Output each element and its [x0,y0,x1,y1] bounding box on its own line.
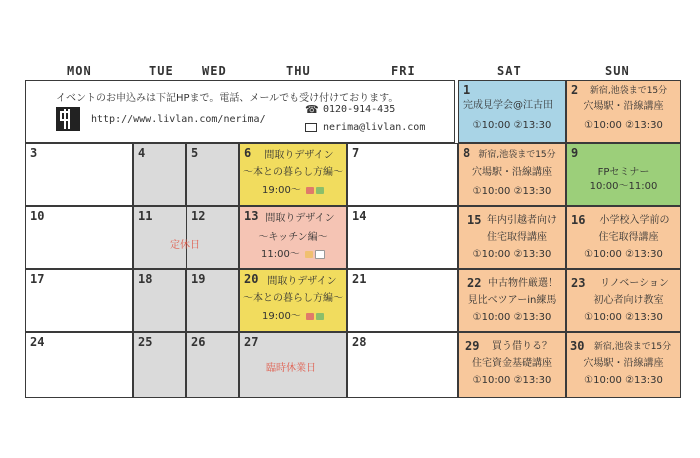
event-subtitle: 見比べツアーin練馬 [467,295,557,306]
day-cell-10[interactable] [25,206,133,269]
day-number: 21 [352,272,367,286]
event-time: ①10:00 ②13:30 [472,186,552,197]
book-icon [306,187,314,194]
event-time: ①10:00 ②13:30 [472,375,552,386]
day-number: 26 [191,335,206,349]
day-cell-30[interactable] [566,332,681,398]
day-number: 24 [30,335,45,349]
day-cell-15[interactable] [458,206,566,269]
day-number: 4 [138,146,146,160]
day-number: 19 [191,272,206,286]
event-time: ①10:00 ②13:30 [584,249,663,260]
event-subtitle: 新宿,池袋まで15分 [478,150,556,160]
event-subtitle: 新宿,池袋まで15分 [593,342,672,352]
day-cell-6[interactable] [239,143,347,206]
day-number: 27 [244,335,259,349]
day-cell-14[interactable] [347,206,458,269]
day-cell-29[interactable] [458,332,566,398]
website-link[interactable]: http://www.livlan.com/nerima/ [91,114,266,125]
header-wed: WED [202,64,227,78]
event-title: 間取りデザイン [267,276,337,287]
day-cell-26[interactable] [186,332,239,398]
day-cell-7[interactable] [347,143,458,206]
day-number: 25 [138,335,153,349]
event-title: FPセミナー [597,167,650,178]
event-subtitle: ～本との暮らし方編～ [243,293,343,304]
day-cell-19[interactable] [186,269,239,332]
temporary-closure-label: 臨時休業日 [266,363,316,374]
day-number: 11 [138,209,153,223]
day-number: 1 [463,83,471,97]
day-number: 3 [30,146,38,160]
header-mon: MON [67,64,92,78]
day-cell-23[interactable] [566,269,681,332]
header-fri: FRI [391,64,416,78]
header-sat: SAT [497,64,522,78]
event-time-text: 19:00～ [261,185,301,196]
day-cell-2[interactable] [566,80,681,143]
notice-text: イベントのお申込みは下記HPまで。電話、メールでも受け付けております。 [56,93,399,104]
event-time: ①10:00 ②13:30 [584,375,663,386]
event-subtitle: 初心者向け教室 [593,295,664,306]
event-title: 買う借りる？ [492,341,552,352]
event-time [240,310,346,323]
day-number: 15 [467,213,482,227]
day-cell-18[interactable] [133,269,186,332]
day-number: 5 [191,146,199,160]
day-number: 22 [467,276,482,290]
day-number: 23 [571,276,586,290]
event-title: 完成見学会@江古田 [463,100,553,111]
event-subtitle: ～本との暮らし方編～ [243,167,343,178]
book-icon [316,187,324,194]
day-number: 16 [571,213,586,227]
day-number: 18 [138,272,153,286]
event-time-text: 11:00～ [260,249,300,260]
day-cell-9[interactable] [566,143,681,206]
event-time-text: 19:00～ [261,311,301,322]
qr-code-icon [56,107,80,131]
event-subtitle: 住宅取得講座 [598,232,659,243]
event-time: ①10:00 ②13:30 [584,312,663,323]
day-number: 29 [465,339,480,353]
phone-icon: ☎ [305,103,319,116]
event-title: 間取りデザイン [265,213,335,224]
day-cell-22[interactable] [458,269,566,332]
book-icon [316,313,324,320]
event-subtitle: ～キッチン編～ [258,232,328,243]
event-time [240,184,346,197]
header-sun: SUN [605,64,630,78]
mail-icon [305,123,317,132]
event-title: 穴場駅・沿線講座 [583,101,664,112]
event-title: 小学校入学前の [599,215,670,226]
day-number: 6 [244,146,252,160]
day-number: 28 [352,335,367,349]
header-tue: TUE [149,64,174,78]
kitchen-icon [305,251,313,258]
day-number: 8 [463,146,471,160]
day-cell-1[interactable] [458,80,566,143]
event-time: ①10:00 ②13:30 [472,312,552,323]
event-time: 10:00～11:00 [589,181,658,192]
event-title: 穴場駅・沿線講座 [583,358,664,369]
event-time: ①10:00 ②13:30 [584,120,663,131]
event-title: 穴場駅・沿線講座 [472,167,552,178]
day-number: 17 [30,272,45,286]
phone-number[interactable]: 0120-914-435 [323,104,396,115]
day-cell-28[interactable] [347,332,458,398]
day-number: 7 [352,146,360,160]
event-title: 中古物件厳選！ [488,278,558,289]
day-cell-16[interactable] [566,206,681,269]
day-cell-17[interactable] [25,269,133,332]
header-thu: THU [286,64,311,78]
event-time: ①10:00 ②13:30 [472,120,552,131]
event-subtitle: 新宿,池袋まで15分 [589,86,668,96]
day-number: 14 [352,209,367,223]
day-cell-13[interactable] [239,206,347,269]
day-number: 2 [571,83,579,97]
event-title: リノベーション [600,278,669,289]
day-cell-4[interactable] [133,143,186,206]
event-subtitle: 住宅取得講座 [487,232,547,243]
day-cell-25[interactable] [133,332,186,398]
day-cell-8[interactable] [458,143,566,206]
day-number: 13 [244,209,259,223]
day-number: 30 [570,339,585,353]
event-title: 年内引越者向け [487,215,557,226]
notice-box [25,80,455,143]
day-number: 20 [244,272,259,286]
day-cell-24[interactable] [25,332,133,398]
event-title: 間取りデザイン [264,150,334,161]
day-cell-5[interactable] [186,143,239,206]
day-number: 9 [571,146,579,160]
event-time [240,248,346,261]
day-cell-3[interactable] [25,143,133,206]
book-icon [306,313,314,320]
day-cell-20[interactable] [239,269,347,332]
day-cell-21[interactable] [347,269,458,332]
day-number: 10 [30,209,45,223]
event-subtitle: 住宅資金基礎講座 [472,358,552,369]
bowl-icon [315,250,325,259]
day-number: 12 [191,209,206,223]
regular-holiday-label: 定休日 [170,240,200,251]
email-address[interactable]: nerima@livlan.com [323,122,426,133]
event-time: ①10:00 ②13:30 [472,249,552,260]
